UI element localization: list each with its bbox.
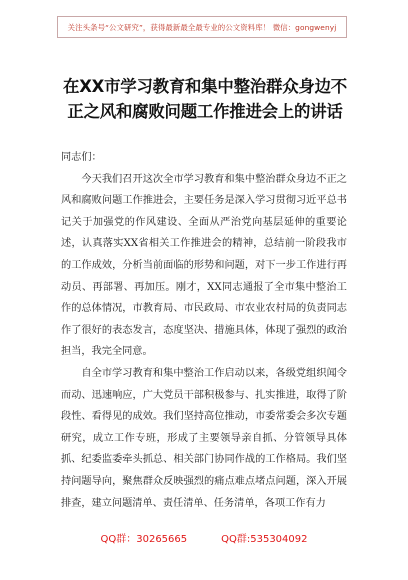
header-banner	[57, 16, 347, 38]
footer	[0, 530, 408, 545]
paragraph: 今天我们召开这次全市学习教育和集中整治群众身边不正之风和腐败问题工作推进会，主要任务是深入学习贯彻习近平总书记关于加强党的作风建设、全面从严治党向基层延伸的重要论述，认真落实XX省相关工作推进会的精神，总结前一阶段我市的工作成效，分析当前面临的形势和问题，对下一步工作进行再动员、再部署、再加压。刚才，XX同志通报了全市集中整治工作的总体情况，市教育局、市民政局、市农业农村局的负责同志作了很好的表态发言，态度坚决、措施具体，体现了强烈的政治担当，我完全同意。	[61, 173, 347, 358]
document-title: 在XX市学习教育和集中整治群众身边不正之风和腐败问题工作推进会上的讲话	[63, 77, 347, 121]
banner-text: 关注头条号“公文研究”，获得最新最全最专业的公文资料库！ 微信：gongwenyj	[67, 22, 337, 32]
greeting: 同志们：	[61, 152, 102, 163]
footer-qq-group-1: QQ群：30265665	[100, 534, 188, 545]
footer-qq-group-2: QQ群:535304092	[221, 534, 308, 545]
document-body	[61, 147, 347, 514]
paragraph: 自全市学习教育和集中整治工作启动以来，各级党组织闻令而动、迅速响应，广大党员干部积极参与、扎实推进，取得了阶段性、看得见的成效。我们坚持高位推动，市委常委会多次专题研究，成立工作专班，形成了主要领导亲自抓、分管领导具体抓、纪委监委牵头抓总、相关部门协同作战的工作格局。我们坚持问题导向，聚焦群众反映强烈的痛点难点堵点问题，深入开展排查，建立问题清单、责任清单、任务清单，各项工作有力	[61, 367, 347, 509]
